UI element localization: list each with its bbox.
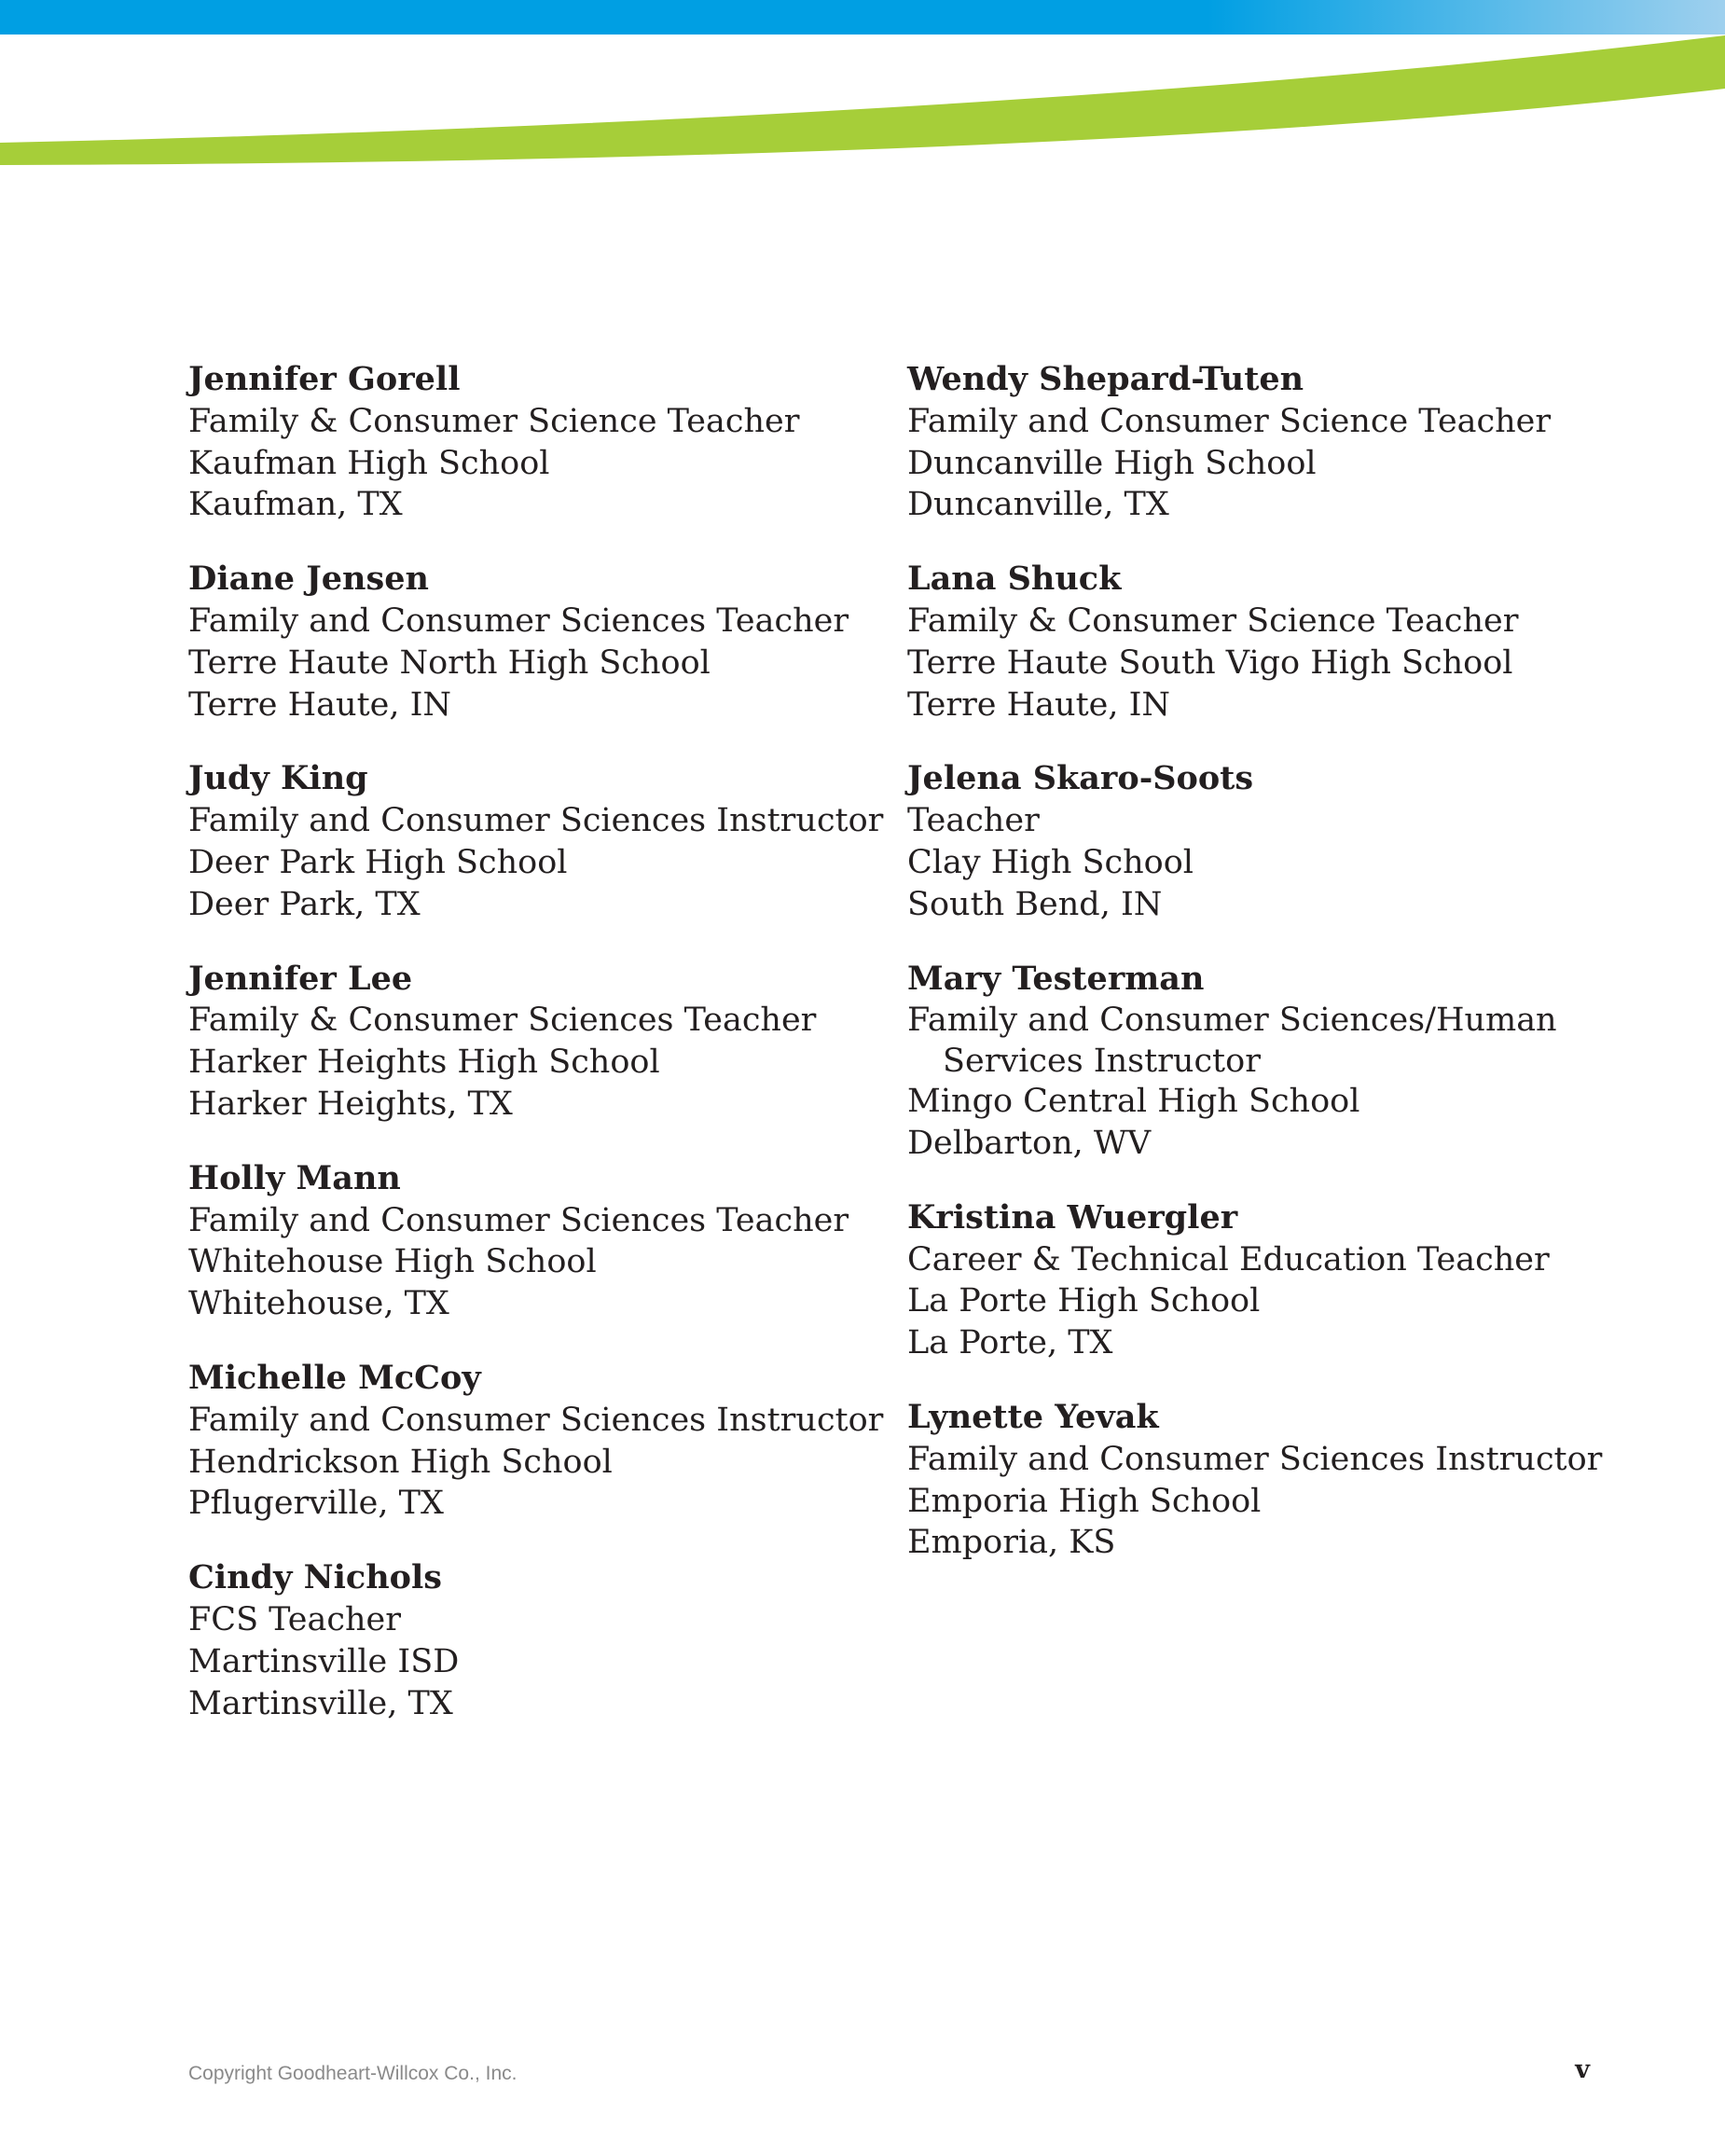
reviewer-title: Family & Consumer Science Teacher [907, 601, 1519, 640]
reviewer-entry [907, 1397, 1603, 1564]
reviewer-school: Mingo Central High School [907, 1083, 1360, 1121]
reviewer-entry [907, 758, 1597, 925]
reviewer-name: Diane Jensen [188, 560, 429, 599]
reviewer-title: FCS Teacher [188, 1600, 401, 1638]
reviewer-entry [188, 1158, 878, 1325]
reviewer-entry [907, 959, 1597, 1165]
reviewer-school: Terre Haute South Vigo High School [907, 643, 1513, 682]
reviewer-name: Michelle McCoy [188, 1358, 481, 1397]
footer-copyright: Copyright Goodheart-Willcox Co., Inc. [188, 2063, 518, 2084]
reviewer-name: Jennifer Lee [188, 959, 413, 998]
reviewer-name: Jelena Skaro-Soots [907, 759, 1254, 798]
reviewer-location: Martinsville, TX [188, 1684, 453, 1722]
reviewer-title: Family and Consumer Sciences Teacher [188, 601, 849, 640]
reviewer-school: Hendrickson High School [188, 1443, 613, 1481]
reviewer-title: Teacher [907, 802, 1040, 840]
reviewer-entry [188, 359, 878, 526]
reviewer-name: Lana Shuck [907, 560, 1122, 599]
reviewer-location: Deer Park, TX [188, 885, 421, 923]
reviewer-title: Family and Consumer Sciences Teacher [188, 1201, 849, 1239]
reviewer-school: Duncanville High School [907, 444, 1317, 482]
reviewer-entry [907, 1197, 1597, 1364]
reviewer-entry [188, 758, 884, 925]
reviewer-school: Kaufman High School [188, 444, 550, 482]
header-green-swoosh [0, 35, 1725, 165]
reviewer-title-continued: Services Instructor [943, 1043, 1261, 1081]
reviewer-school: Terre Haute North High School [188, 643, 711, 682]
right-column [907, 359, 1603, 1596]
reviewer-name: Cindy Nichols [188, 1558, 442, 1597]
reviewer-name: Wendy Shepard-Tuten [907, 360, 1304, 398]
reviewer-location: Whitehouse, TX [188, 1285, 449, 1323]
reviewer-title: Family and Consumer Sciences Instructor [188, 802, 884, 840]
reviewer-location: Terre Haute, IN [907, 685, 1171, 724]
reviewer-name: Mary Testerman [907, 959, 1205, 998]
header-decoration [0, 0, 1725, 177]
reviewer-location: Delbarton, WV [907, 1124, 1152, 1162]
reviewer-entry [907, 359, 1597, 526]
reviewer-title: Family and Consumer Sciences/Human [907, 1002, 1557, 1040]
left-column [188, 359, 884, 1757]
reviewer-title: Family and Consumer Sciences Instructor [907, 1440, 1603, 1478]
reviewer-location: Kaufman, TX [188, 486, 403, 524]
reviewer-entry [188, 559, 878, 726]
reviewer-school: La Porte High School [907, 1282, 1261, 1320]
reviewer-location: Harker Heights, TX [188, 1085, 513, 1123]
reviewer-school: Deer Park High School [188, 843, 568, 881]
reviewer-title: Family & Consumer Sciences Teacher [188, 1002, 817, 1040]
reviewer-entry [907, 559, 1597, 726]
reviewer-entry [188, 959, 878, 1126]
reviewer-title: Family and Consumer Sciences Instructor [188, 1401, 884, 1439]
reviewer-name: Judy King [188, 759, 368, 798]
reviewer-location: Emporia, KS [907, 1524, 1116, 1562]
reviewer-location: Duncanville, TX [907, 486, 1169, 524]
reviewer-location: South Bend, IN [907, 885, 1163, 923]
reviewer-name: Lynette Yevak [907, 1397, 1159, 1436]
reviewer-school: Martinsville ISD [188, 1642, 460, 1680]
reviewer-name: Holly Mann [188, 1158, 401, 1197]
reviewer-location: Terre Haute, IN [188, 685, 452, 724]
reviewer-title: Family and Consumer Science Teacher [907, 402, 1552, 440]
reviewer-school: Whitehouse High School [188, 1243, 597, 1281]
reviewer-name: Jennifer Gorell [188, 360, 461, 398]
reviewer-location: Pflugerville, TX [188, 1485, 444, 1523]
reviewer-title: Career & Technical Education Teacher [907, 1240, 1550, 1278]
header-blue-band [0, 0, 1725, 35]
reviewer-name: Kristina Wuergler [907, 1197, 1238, 1237]
reviewer-school: Clay High School [907, 843, 1194, 881]
reviewer-entry [188, 1358, 884, 1525]
reviewer-title: Family & Consumer Science Teacher [188, 402, 800, 440]
reviewer-school: Emporia High School [907, 1482, 1262, 1520]
reviewer-entry [188, 1557, 878, 1724]
reviewer-location: La Porte, TX [907, 1324, 1113, 1362]
reviewer-school: Harker Heights High School [188, 1043, 660, 1082]
page-number: v [1575, 2055, 1590, 2084]
